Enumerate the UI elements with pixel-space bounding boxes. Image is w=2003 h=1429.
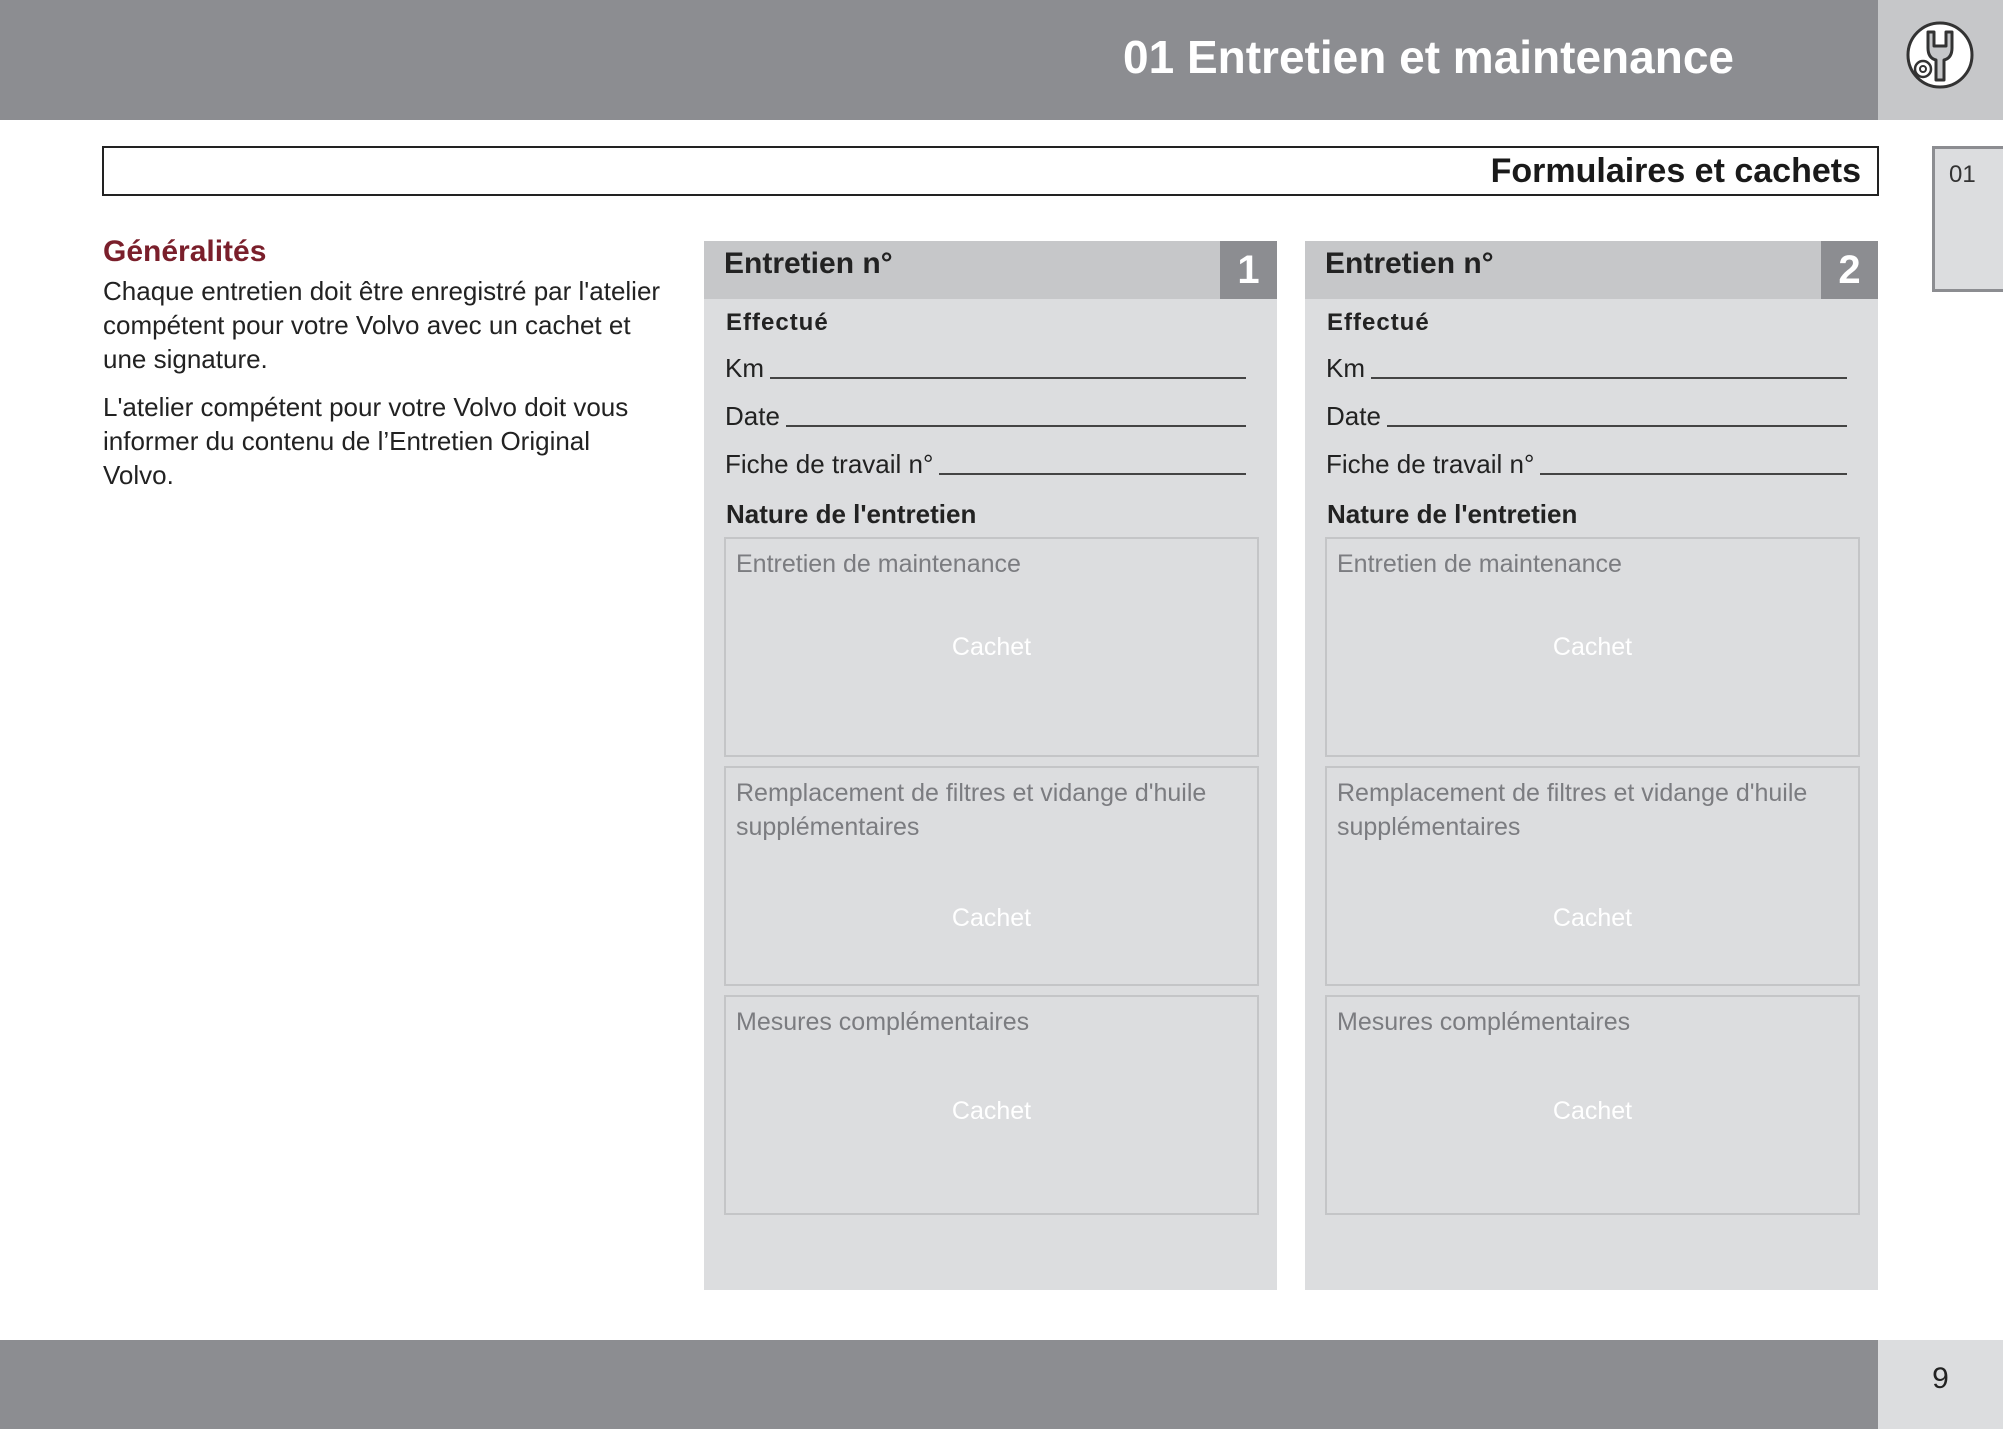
stamp-label: Entretien de maintenance [1337, 550, 1622, 578]
work-order-label: Fiche de travail n° [1326, 449, 1535, 479]
date-field[interactable] [725, 397, 1246, 431]
chapter-side-tab [1932, 146, 2003, 292]
stamp-box-filters-oil [724, 766, 1259, 986]
work-order-line [939, 473, 1246, 475]
date-label: Date [1326, 401, 1381, 431]
nature-label: Nature de l'entretien [726, 499, 977, 529]
stamp-label: Mesures complémentaires [736, 1008, 1030, 1036]
stamp-box-additional [724, 995, 1259, 1215]
card-title: Entretien n° [724, 247, 893, 280]
km-line [770, 377, 1246, 379]
card-title: Entretien n° [1325, 247, 1494, 280]
service-card-1 [704, 241, 1277, 1290]
date-label: Date [725, 401, 780, 431]
work-order-label: Fiche de travail n° [725, 449, 934, 479]
card-number: 1 [1220, 241, 1277, 299]
km-label: Km [725, 353, 764, 383]
stamp-label: Remplacement de filtres et vidange d'huile supplémentaires [736, 779, 1207, 841]
section-title: Formulaires et cachets [1490, 152, 1861, 190]
work-order-line [1540, 473, 1847, 475]
section-header [102, 146, 1879, 196]
wrench-gear-icon [1904, 18, 1976, 92]
nature-label: Nature de l'entretien [1327, 499, 1578, 529]
card-header [1305, 241, 1878, 299]
stamp-placeholder: Cachet [1552, 904, 1633, 932]
stamp-label: Entretien de maintenance [736, 550, 1021, 578]
stamp-placeholder: Cachet [951, 633, 1032, 661]
stamp-box-maintenance [1325, 537, 1860, 757]
chapter-title: 01 Entretien et maintenance [1123, 31, 1734, 83]
work-order-field[interactable] [1326, 445, 1847, 479]
intro-paragraph-1: Chaque entretien doit être enregistré par l'atelier compétent pour votre Volvo avec un cachet et une signature. [103, 276, 661, 374]
card-number: 2 [1821, 241, 1878, 299]
stamp-placeholder: Cachet [951, 904, 1032, 932]
effectue-label: Effectué [1327, 309, 1430, 336]
service-card-2 [1305, 241, 1878, 1290]
page-number-box [1878, 1340, 2003, 1429]
date-line [786, 425, 1246, 427]
stamp-box-additional [1325, 995, 1860, 1215]
footer-bar [0, 1340, 1878, 1429]
intro-heading: Généralités [103, 235, 267, 268]
stamp-box-filters-oil [1325, 766, 1860, 986]
effectue-label: Effectué [726, 309, 829, 336]
header-bar [0, 0, 1878, 120]
card-header [704, 241, 1277, 299]
stamp-label: Mesures complémentaires [1337, 1008, 1631, 1036]
stamp-placeholder: Cachet [1552, 633, 1633, 661]
km-field[interactable] [1326, 349, 1847, 383]
date-field[interactable] [1326, 397, 1847, 431]
page-number: 9 [1932, 1362, 1949, 1395]
stamp-box-maintenance [724, 537, 1259, 757]
stamp-placeholder: Cachet [951, 1097, 1032, 1125]
date-line [1387, 425, 1847, 427]
chapter-icon-box [1878, 0, 2003, 120]
intro-text [103, 232, 663, 492]
stamp-placeholder: Cachet [1552, 1097, 1633, 1125]
side-tab-label: 01 [1949, 161, 1976, 188]
km-field[interactable] [725, 349, 1246, 383]
work-order-field[interactable] [725, 445, 1246, 479]
km-label: Km [1326, 353, 1365, 383]
intro-paragraph-2: L'atelier compétent pour votre Volvo doit vous informer du contenu de l’Entretien Original Volvo. [103, 392, 629, 490]
stamp-label: Remplacement de filtres et vidange d'huile supplémentaires [1337, 779, 1808, 841]
km-line [1371, 377, 1847, 379]
